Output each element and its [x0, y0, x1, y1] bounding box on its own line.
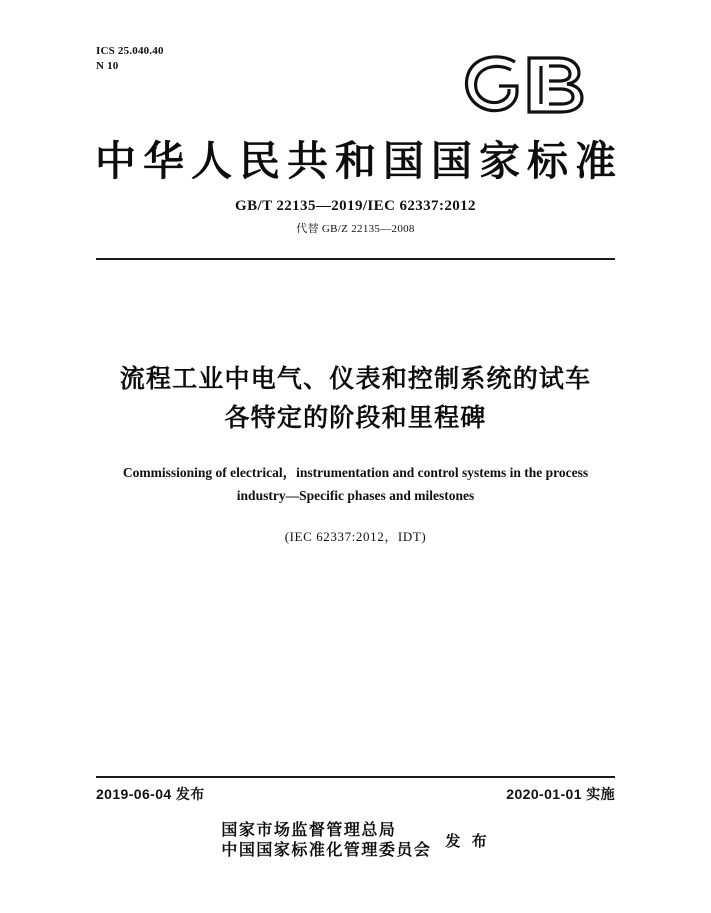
publisher-issue-label: 发 布 [445, 831, 490, 850]
document-title-en-line2: industry—Specific phases and milestones [236, 487, 475, 503]
document-title-en-line1: Commissioning of electrical，instrumentation and control systems in the process [122, 465, 589, 480]
ics-classification-block [96, 44, 164, 74]
gb-emblem-icon [455, 48, 591, 120]
classification-code: N 10 [96, 59, 119, 72]
document-title-english [96, 462, 615, 508]
document-title [70, 360, 641, 438]
divider-bottom [96, 776, 615, 778]
publisher-line1: 国家市场监督管理总局 [221, 820, 397, 839]
publisher-block [0, 820, 711, 861]
document-title-line2: 各特定的阶段和里程碑 [224, 402, 487, 432]
divider-top [96, 258, 615, 260]
publisher-line2: 中国国家标准化管理委员会 [221, 840, 432, 860]
iec-equivalence-note: (IEC 62337:2012，IDT) [284, 529, 427, 544]
publisher-inner [221, 820, 489, 861]
national-standard-title: 中华人民共和国国家标准 [95, 137, 623, 185]
replaces-note: 代替 GB/Z 22135—2008 [296, 223, 415, 235]
document-title-line1: 流程工业中电气、仪表和控制系统的试车 [119, 364, 592, 393]
standard-number: GB/T 22135—2019/IEC 62337:2012 [235, 198, 476, 214]
publisher-names [221, 820, 431, 861]
implementation-date: 2020-01-01 实施 [506, 786, 615, 802]
ics-code: ICS 25.040.40 [96, 45, 164, 57]
issue-date: 2019-06-04 发布 [96, 786, 205, 802]
